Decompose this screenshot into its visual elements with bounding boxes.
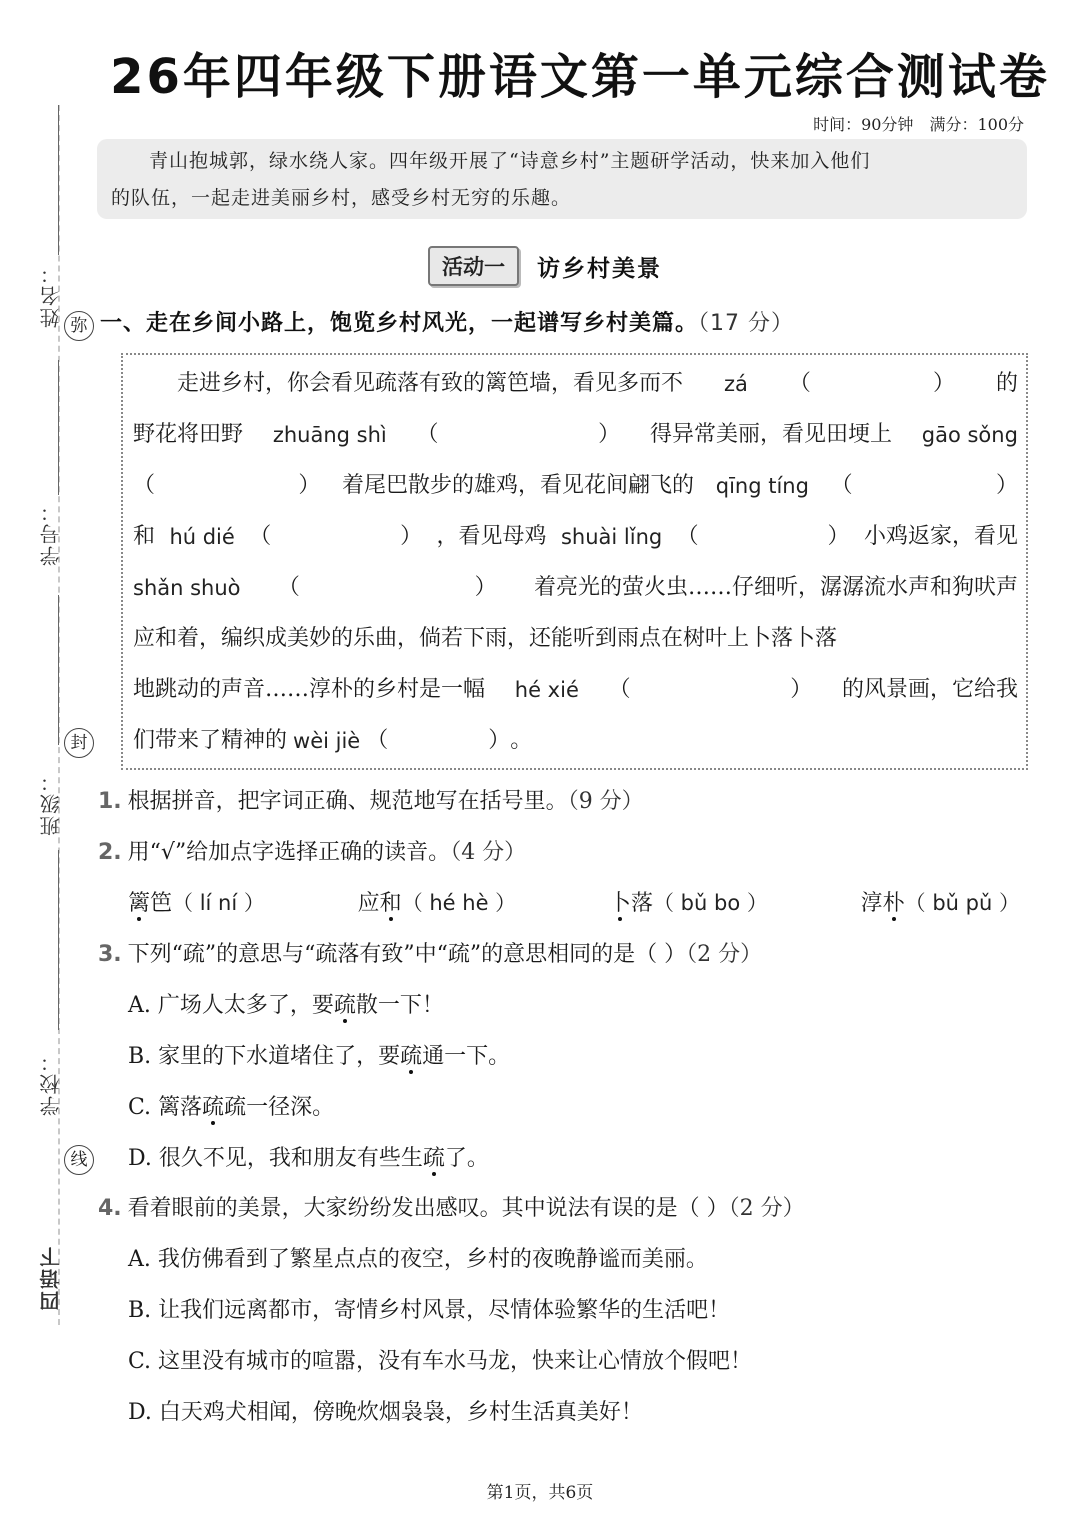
word-char: 应 (357, 891, 380, 916)
page-title: 26年四年级下册语文第一单元综合测试卷 (110, 49, 1050, 105)
pinyin-shuailing: shuài lǐng (560, 525, 663, 549)
section-one-text: 一、走在乡间小路上，饱览乡村风光，一起谱写乡村美篇。 (100, 311, 699, 336)
reading-item-buluo[interactable] (609, 886, 768, 917)
passage-text: 的 (995, 371, 1018, 396)
blank-open: （ (366, 728, 389, 753)
reading-choices (128, 886, 1020, 917)
passage-text: 着尾巴散步的雄鸡，看见花间翩飞的 (342, 473, 695, 498)
question-text: 根据拼音，把字词正确、规范地写在括号里。 (127, 789, 568, 814)
dotted-char: 疏 (422, 1146, 445, 1171)
word-char: 淳 (860, 891, 883, 916)
blank-open: （ (788, 371, 811, 396)
question-text[interactable]: 下列“疏”的意思与“疏落有致”中“疏”的意思相同的是（ ） (127, 942, 687, 967)
passage-text: 地跳动的声音……淳朴的乡村是一幅 (133, 677, 486, 702)
blank-open: （ (133, 473, 156, 498)
q4-option-a[interactable]: A. 我仿佛看到了繁星点点的夜空，乡村的夜晚静谧而美丽。 (128, 1247, 708, 1272)
blank-close: ） (932, 371, 955, 396)
question-text: 用“√”给加点字选择正确的读音。 (127, 840, 451, 865)
word-char: 落 (630, 891, 653, 916)
activity-header (428, 246, 662, 286)
passage-line-3 (133, 466, 1018, 506)
section-one-heading (100, 306, 794, 337)
blank-close: ） (827, 524, 850, 549)
question-number: 4. (98, 1196, 122, 1221)
passage-line-8 (133, 721, 1018, 761)
q3-option-c[interactable]: C. 篱落疏疏一径深。 (128, 1095, 335, 1120)
name-label: 姓名： (39, 262, 63, 328)
class-write-line (58, 595, 59, 745)
passage-text: 的风景画，它给我 (841, 677, 1018, 702)
pinyin-options: （ lí ní ） (172, 891, 265, 915)
passage-line-2 (133, 415, 1018, 455)
blank-close: ） (790, 677, 813, 702)
question-2 (98, 836, 526, 870)
question-points: （2 分） (686, 942, 763, 967)
pinyin-qingting: qīng tíng (715, 474, 809, 498)
passage-text: 们带来了精神的 (133, 728, 288, 753)
dotted-char: 朴 (882, 891, 905, 916)
passage-text: 走进乡村，你会看见疏落有致的篱笆墙，看见多而不 (177, 371, 684, 396)
passage-text: 着亮光的萤火虫……仔细听，潺潺流水声和狗吠声 (533, 575, 1018, 600)
pinyin-options: （ bǔ bo ） (653, 891, 768, 915)
question-number: 2. (98, 840, 122, 865)
name-write-line (58, 105, 59, 255)
exam-meta (813, 112, 1024, 135)
blank-open: （ (830, 473, 853, 498)
question-1 (98, 785, 644, 819)
q4-option-b[interactable]: B. 让我们远离都市，寄情乡村风景，尽情体验繁华的生活吧！ (128, 1298, 731, 1323)
pinyin-options: （ hé hè ） (401, 891, 517, 915)
blank-close: ） (474, 575, 497, 600)
q3-option-b[interactable]: B. 家里的下水道堵住了，要疏通一下。 (128, 1044, 511, 1069)
blank-close: ） (298, 473, 321, 498)
passage-text: 得异常美丽，看见田埂上 (649, 422, 892, 447)
seal-xian: 线 (64, 1145, 94, 1175)
question-4 (98, 1192, 805, 1226)
question-3 (98, 938, 762, 972)
seal-mi: 弥 (64, 311, 94, 341)
reading-item-yinghe[interactable] (358, 886, 517, 917)
blank-open: （ (676, 524, 699, 549)
dotted-char: 卜 (608, 891, 631, 916)
word-char: 笆 (150, 891, 173, 916)
activity-badge: 活动一 (428, 246, 519, 286)
blank-open: （ (277, 575, 300, 600)
dotted-char: 和 (379, 891, 402, 916)
grade-mark: 四语下 (39, 1245, 63, 1311)
question-points: （2 分） (728, 1196, 805, 1221)
time-limit: 时间：90分钟 (813, 115, 914, 134)
section-one-points: （17 分） (698, 311, 795, 336)
passage-line-4 (133, 517, 1018, 557)
blank-close: ） (995, 473, 1018, 498)
question-points: （9 分） (567, 789, 644, 814)
blank-open: （ (416, 422, 439, 447)
passage-line-1 (133, 364, 1018, 404)
full-score: 满分：100分 (929, 115, 1024, 134)
dotted-char: 疏 (333, 993, 356, 1018)
id-label: 学号： (39, 500, 63, 566)
pinyin-zhuangshi: zhuāng shì (272, 423, 387, 447)
pinyin-hudie: hú dié (169, 525, 235, 549)
passage-line-7 (133, 670, 1018, 710)
class-label: 班级： (39, 770, 63, 836)
school-label: 学校： (39, 1050, 63, 1116)
seal-feng: 封 (64, 728, 94, 758)
intro-line-1: 青山抱城郭，绿水绕人家。四年级开展了“诗意乡村”主题研学活动，快来加入他们 (149, 150, 871, 172)
blank-close: ） (598, 422, 621, 447)
passage-text: 应和着，编织成美妙的乐曲，倘若下雨，还能听到雨点在树叶上卜落卜落 (133, 626, 838, 651)
q3-option-d[interactable]: D. 很久不见，我和朋友有些生疏了。 (128, 1146, 489, 1171)
blank-close: ） (488, 728, 511, 753)
passage-line-6 (133, 619, 1018, 659)
reading-item-liba[interactable] (128, 886, 265, 917)
intro-box (97, 139, 1027, 219)
activity-title: 访乡村美景 (537, 255, 662, 282)
pinyin-gaosong: gāo sǒng (921, 423, 1018, 447)
question-text[interactable]: 看着眼前的美景，大家纷纷发出感叹。其中说法有误的是（ ） (127, 1196, 729, 1221)
q4-option-d[interactable]: D. 白天鸡犬相闻，傍晚炊烟袅袅，乡村生活真美好！ (128, 1400, 643, 1425)
pinyin-weijie: wèi jiè (293, 729, 361, 753)
blank-open: （ (608, 677, 631, 702)
pinyin-za: zá (724, 372, 748, 396)
passage-text: ，看见母鸡 (436, 524, 547, 549)
pinyin-shanshuo: shǎn shuò (133, 576, 241, 600)
reading-item-chunpu[interactable] (861, 886, 1020, 917)
id-write-line (58, 360, 59, 495)
question-points: （4 分） (450, 840, 527, 865)
intro-line-2: 的队伍，一起走进美丽乡村，感受乡村无穷的乐趣。 (111, 187, 572, 209)
dotted-char: 疏 (202, 1095, 225, 1120)
dotted-char: 疏 (400, 1044, 423, 1069)
question-number: 3. (98, 942, 122, 967)
passage-text: 野花将田野 (133, 422, 244, 447)
dotted-char: 篱 (128, 891, 151, 916)
pinyin-hexie: hé xié (514, 678, 579, 702)
passage-line-5 (133, 568, 1018, 608)
blank-close: ） (400, 524, 423, 549)
pinyin-options: （ bǔ pǔ ） (904, 891, 1020, 915)
question-number: 1. (98, 789, 122, 814)
blank-open: （ (249, 524, 272, 549)
page-number: 第1页，共6页 (486, 1483, 594, 1503)
q4-option-c[interactable]: C. 这里没有城市的喧嚣，没有车水马龙，快来让心情放个假吧！ (128, 1349, 753, 1374)
passage-text: 和 (133, 524, 156, 549)
q3-option-a[interactable]: A. 广场人太多了，要疏散一下！ (128, 993, 444, 1018)
passage-text: 。 (510, 728, 533, 753)
school-write-line-top (58, 850, 59, 1030)
passage-text: 小鸡返家，看见 (863, 524, 1018, 549)
